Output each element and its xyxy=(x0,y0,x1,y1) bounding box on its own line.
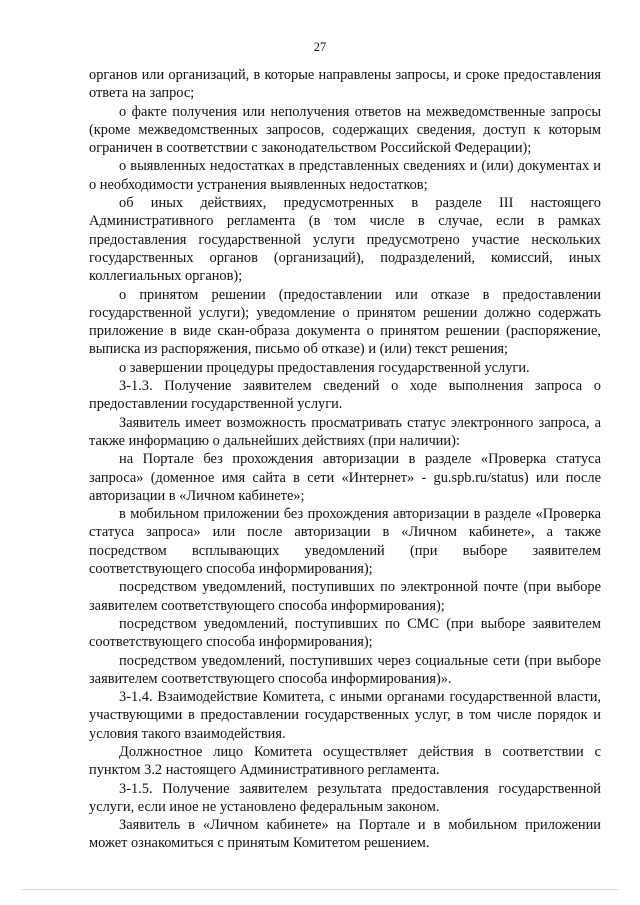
document-body xyxy=(89,66,601,853)
paragraph-email-notifications: посредством уведомлений, поступивших по электронной почте (при выборе заявителем соответствующего способа информирования); xyxy=(89,579,601,614)
paragraph-other-actions: об иных действиях, предусмотренных в разделе III настоящего Административного регламента (в том числе в случае, если в рамках предоставления государственной услуги предусмотрено участие нескольких государственных органов (организаций), подразделений, комиссий, иных коллегиальных органов); xyxy=(89,195,601,285)
paragraph-request-deadline: органов или организаций, в которые направлены запросы, и сроке предоставления ответа на запрос; xyxy=(89,67,601,102)
paragraph-decision-review: Заявитель в «Личном кабинете» на Портале и в мобильном приложении может ознакомиться с принятым Комитетом решением. xyxy=(89,817,601,852)
bottom-rule xyxy=(22,889,618,890)
paragraph-interagency-responses: о факте получения или неполучения ответов на межведомственные запросы (кроме межведомственных запросов, содержащих сведения, доступ к которым ограничен в соответствии с законодательством Российской Федерации); xyxy=(89,103,601,157)
paragraph-social-notifications: посредством уведомлений, поступивших через социальные сети (при выборе заявителем соответствующего способа информирования)». xyxy=(89,652,601,687)
paragraph-section-3-1-3: 3-1.3. Получение заявителем сведений о ходе выполнения запроса о предоставлении государственной услуги. xyxy=(89,378,601,413)
paragraph-procedure-completion: о завершении процедуры предоставления государственной услуги. xyxy=(119,359,530,376)
paragraph-section-3-1-4: 3-1.4. Взаимодействие Комитета, с иными органами государственной власти, участвующими в предоставлении государственных услуг, в том числе порядок и условия такого взаимодействия. xyxy=(89,689,601,742)
paragraph-status-viewing: Заявитель имеет возможность просматривать статус электронного запроса, а также информацию о дальнейших действиях (при наличии): xyxy=(89,414,601,449)
paragraph-sms-notifications: посредством уведомлений, поступивших по СМС (при выборе заявителем соответствующего способа информирования); xyxy=(89,615,601,651)
paragraph-decision-notice: о принятом решении (предоставлении или отказе в предоставлении государственной услуги); уведомление о принятом решении должно содержать приложение в виде скан-образа документа о принятом решении (распоряжение, выписка из распоряжения, письмо об отказе) и (или) текст решения; xyxy=(89,286,601,358)
page-number: 27 xyxy=(313,40,327,54)
paragraph-section-3-1-5: 3-1.5. Получение заявителем результата предоставления государственной услуги, если иное не установлено федеральным законом. xyxy=(89,780,601,815)
paragraph-portal-status: на Портале без прохождения авторизации в разделе «Проверка статуса запроса» (доменное имя сайта в сети «Интернет» - gu.spb.ru/status) или после авторизации в «Личном кабинете»; xyxy=(89,451,601,504)
paragraph-mobile-app-status: в мобильном приложении без прохождения авторизации в разделе «Проверка статуса запроса» или после авторизации в «Личном кабинете», а также посредством всплывающих уведомлений (при выборе заявителем соответствующего способа информирования); xyxy=(89,506,601,578)
paragraph-identified-deficiencies: о выявленных недостатках в представленных сведениях и (или) документах и о необходимости устранения выявленных недостатков; xyxy=(89,158,601,193)
paragraph-official-actions: Должностное лицо Комитета осуществляет действия в соответствии с пунктом 3.2 настоящего Административного регламента. xyxy=(89,743,601,779)
